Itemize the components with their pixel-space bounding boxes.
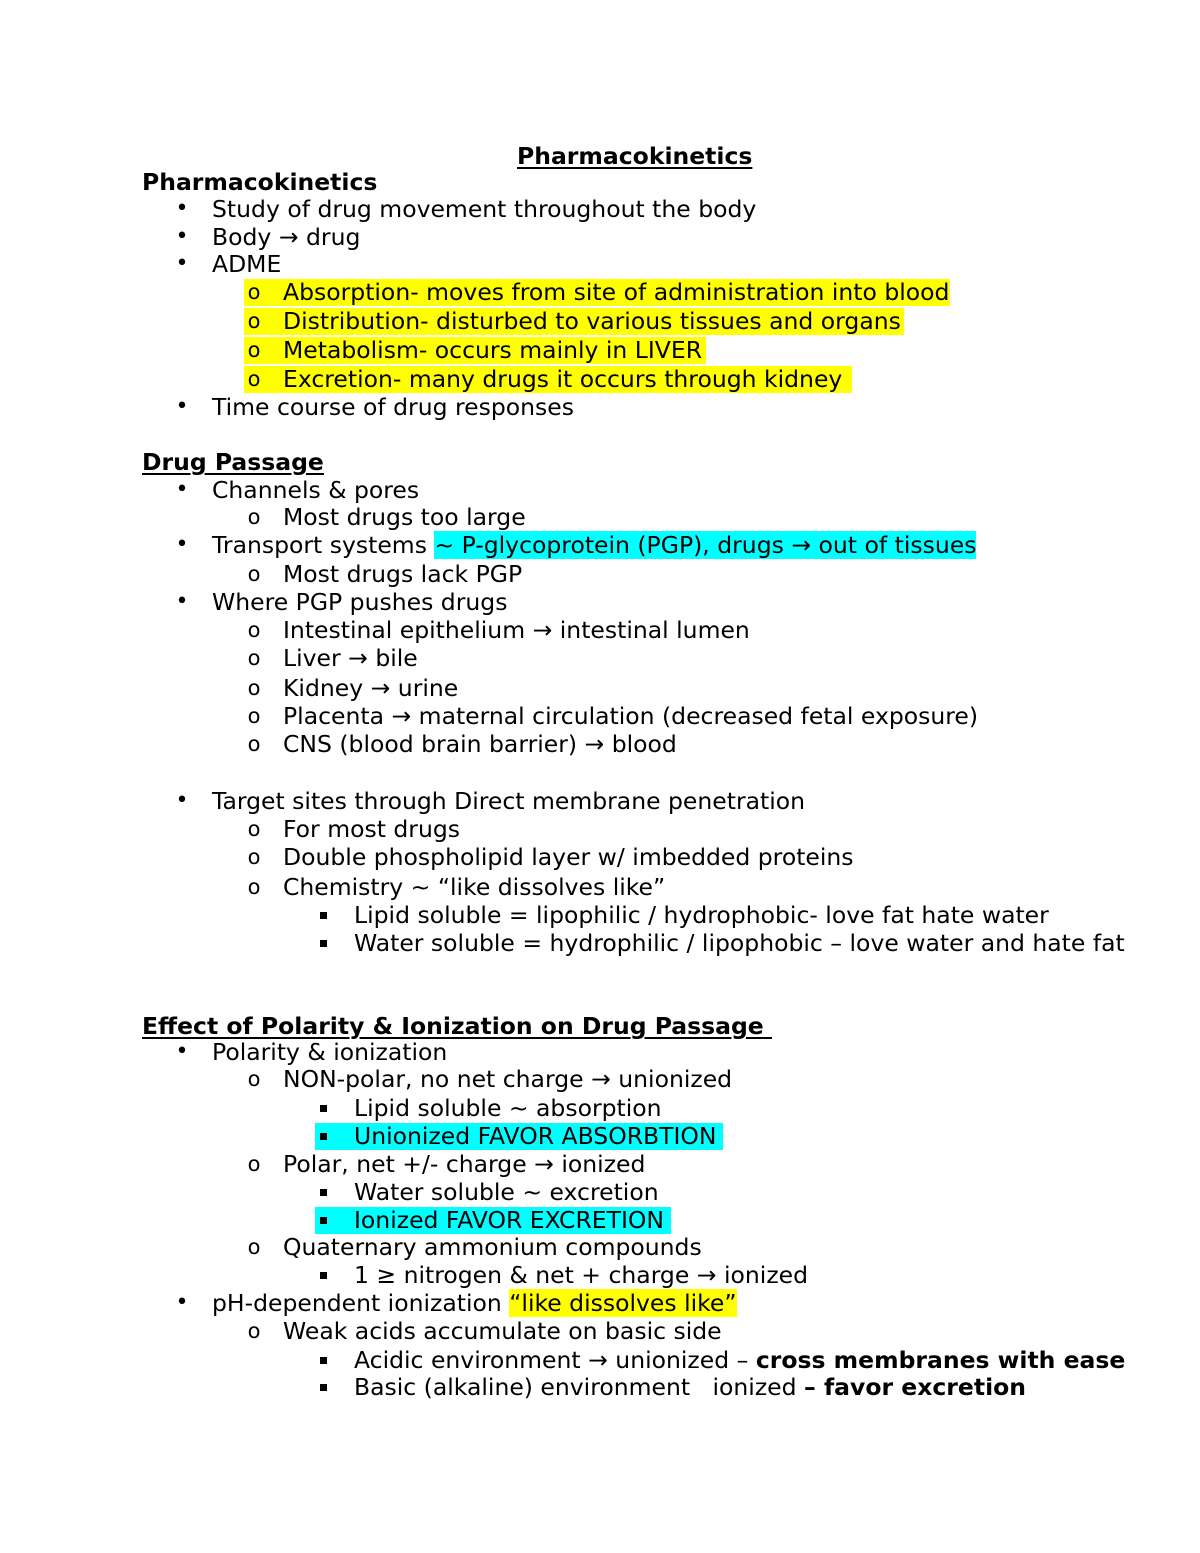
list-item-text: Where PGP pushes drugs: [212, 588, 508, 616]
text-part: out of tissues: [818, 531, 977, 559]
bullet: o: [247, 1319, 261, 1343]
bullet: o: [247, 817, 261, 841]
list-item-text: Unionized FAVOR ABSORBTION: [354, 1122, 717, 1150]
text-part: blood: [611, 730, 677, 758]
text-part: Liver: [283, 644, 341, 672]
text-part: Placenta: [283, 702, 384, 730]
text-part: intestinal lumen: [559, 616, 750, 644]
list-item-text: Channels & pores: [212, 476, 420, 504]
bullet: •: [175, 477, 189, 502]
bullet: •: [175, 394, 189, 419]
text-part: Polar, net +/- charge: [283, 1150, 527, 1178]
arrow-icon: →: [370, 674, 391, 702]
bullet: o: [247, 875, 261, 899]
text-part: Basic (alkaline) environment ionized: [354, 1373, 797, 1401]
bullet: o: [247, 1067, 261, 1091]
bullet: o: [247, 676, 261, 700]
highlighted-text: “like dissolves like”: [509, 1289, 737, 1317]
text-part: Transport systems: [212, 531, 427, 559]
bullet: o: [247, 1235, 261, 1259]
text-part: Kidney: [283, 674, 364, 702]
bullet: •: [175, 532, 189, 557]
list-item-text: Lipid soluble ~ absorption: [354, 1094, 662, 1122]
text-part: unionized: [618, 1065, 733, 1093]
bullet: •: [175, 224, 189, 249]
adme-absorption: Absorption- moves from site of administration into blood: [283, 278, 950, 306]
pgp-site: [283, 702, 978, 730]
adme-excretion: Excretion- many drugs it occurs through kidney: [283, 365, 843, 393]
arrow-icon: →: [348, 644, 368, 672]
list-item-text: [212, 531, 976, 559]
square-bullet-icon: [317, 1346, 329, 1374]
arrow-icon: →: [391, 702, 412, 730]
list-item-text: Ionized FAVOR EXCRETION: [354, 1206, 664, 1234]
text-part: ~ P-glycoprotein (PGP), drugs: [434, 531, 784, 559]
list-item-text: Lipid soluble = lipophilic / hydrophobic- love fat hate water: [354, 901, 1049, 929]
section-heading-drug-passage: Drug Passage: [142, 448, 324, 476]
square-bullet-icon: [317, 1094, 329, 1122]
pgp-site: [283, 730, 677, 758]
text-part: 1 ≥ nitrogen & net + charge: [354, 1261, 690, 1289]
page-title: Pharmacokinetics: [517, 142, 753, 170]
arrow-icon: →: [791, 531, 812, 559]
bullet: o: [247, 338, 261, 362]
square-bullet-icon: [317, 1206, 329, 1234]
arrow-icon: →: [584, 730, 605, 758]
bullet: •: [175, 788, 189, 813]
arrow-icon: →: [534, 1150, 554, 1178]
list-item-text: [212, 223, 360, 251]
pgp-site: [283, 674, 458, 702]
bullet: o: [247, 505, 261, 529]
bold-text: cross membranes with ease: [755, 1346, 1126, 1374]
bullet: o: [247, 367, 261, 391]
section-heading-pharmacokinetics: Pharmacokinetics: [142, 168, 378, 196]
text-part: urine: [397, 674, 459, 702]
list-item-text: Study of drug movement throughout the body: [212, 195, 757, 223]
arrow-icon: →: [588, 1346, 608, 1374]
highlighted-text: [434, 531, 976, 559]
arrow-icon: →: [278, 223, 299, 251]
list-item-text: [354, 1261, 808, 1289]
section-heading-polarity: Effect of Polarity & Ionization on Drug Passage: [142, 1012, 772, 1040]
list-item-text: Quaternary ammonium compounds: [283, 1233, 702, 1261]
list-item-text: Double phospholipid layer w/ imbedded proteins: [283, 843, 854, 871]
list-item-text: Water soluble = hydrophilic / lipophobic – love water and hate fat: [354, 929, 1125, 957]
bullet: o: [247, 704, 261, 728]
bullet: •: [175, 196, 189, 221]
text-part: Intestinal epithelium: [283, 616, 526, 644]
list-item-text: [283, 1150, 645, 1178]
list-item-text: Time course of drug responses: [212, 393, 574, 421]
square-bullet-icon: [317, 1373, 329, 1401]
text-part: ionized: [561, 1150, 646, 1178]
arrow-icon: →: [532, 616, 553, 644]
bullet: o: [247, 309, 261, 333]
arrow-icon: →: [696, 1261, 717, 1289]
bullet: o: [247, 646, 261, 670]
list-item-text: Water soluble ~ excretion: [354, 1178, 659, 1206]
text-part: unionized –: [615, 1346, 749, 1374]
square-bullet-icon: [317, 1122, 329, 1150]
bullet: o: [247, 562, 261, 586]
list-item-text: ADME: [212, 250, 282, 278]
list-item-text: Target sites through Direct membrane penetration: [212, 787, 806, 815]
list-item-text: [354, 1346, 1125, 1374]
adme-distribution: Distribution- disturbed to various tissues and organs: [283, 307, 901, 335]
bullet: •: [175, 589, 189, 614]
text-part: NON-polar, no net charge: [283, 1065, 584, 1093]
square-bullet-icon: [317, 929, 329, 957]
list-item-text: [212, 1289, 737, 1317]
list-item-text: [283, 1065, 732, 1093]
text-part: Acidic environment: [354, 1346, 581, 1374]
list-item-text: Weak acids accumulate on basic side: [283, 1317, 722, 1345]
text-part: CNS (blood brain barrier): [283, 730, 578, 758]
adme-metabolism: Metabolism- occurs mainly in LIVER: [283, 336, 703, 364]
bullet: o: [247, 618, 261, 642]
square-bullet-icon: [317, 1178, 329, 1206]
pgp-site: [283, 644, 418, 672]
bullet: •: [175, 1290, 189, 1315]
bullet: o: [247, 1152, 261, 1176]
list-item-text: [354, 1373, 1026, 1401]
text-part: ionized: [723, 1261, 809, 1289]
text-part: Body: [212, 223, 272, 251]
square-bullet-icon: [317, 1261, 329, 1289]
list-item-text: Most drugs lack PGP: [283, 560, 523, 588]
list-item-text: Most drugs too large: [283, 503, 526, 531]
bullet: o: [247, 845, 261, 869]
bullet: o: [247, 732, 261, 756]
pgp-site: [283, 616, 750, 644]
list-item-text: Chemistry ~ “like dissolves like”: [283, 873, 666, 901]
bullet: o: [247, 280, 261, 304]
list-item-text: For most drugs: [283, 815, 461, 843]
text-part: bile: [375, 644, 418, 672]
bullet: •: [175, 251, 189, 276]
text-part: drug: [306, 223, 361, 251]
text-part: pH-dependent ionization: [212, 1289, 502, 1317]
list-item-text: Polarity & ionization: [212, 1038, 448, 1066]
square-bullet-icon: [317, 901, 329, 929]
arrow-icon: →: [591, 1065, 611, 1093]
bullet: •: [175, 1039, 189, 1064]
bold-text: – favor excretion: [804, 1373, 1026, 1401]
text-part: maternal circulation (decreased fetal exposure): [418, 702, 979, 730]
